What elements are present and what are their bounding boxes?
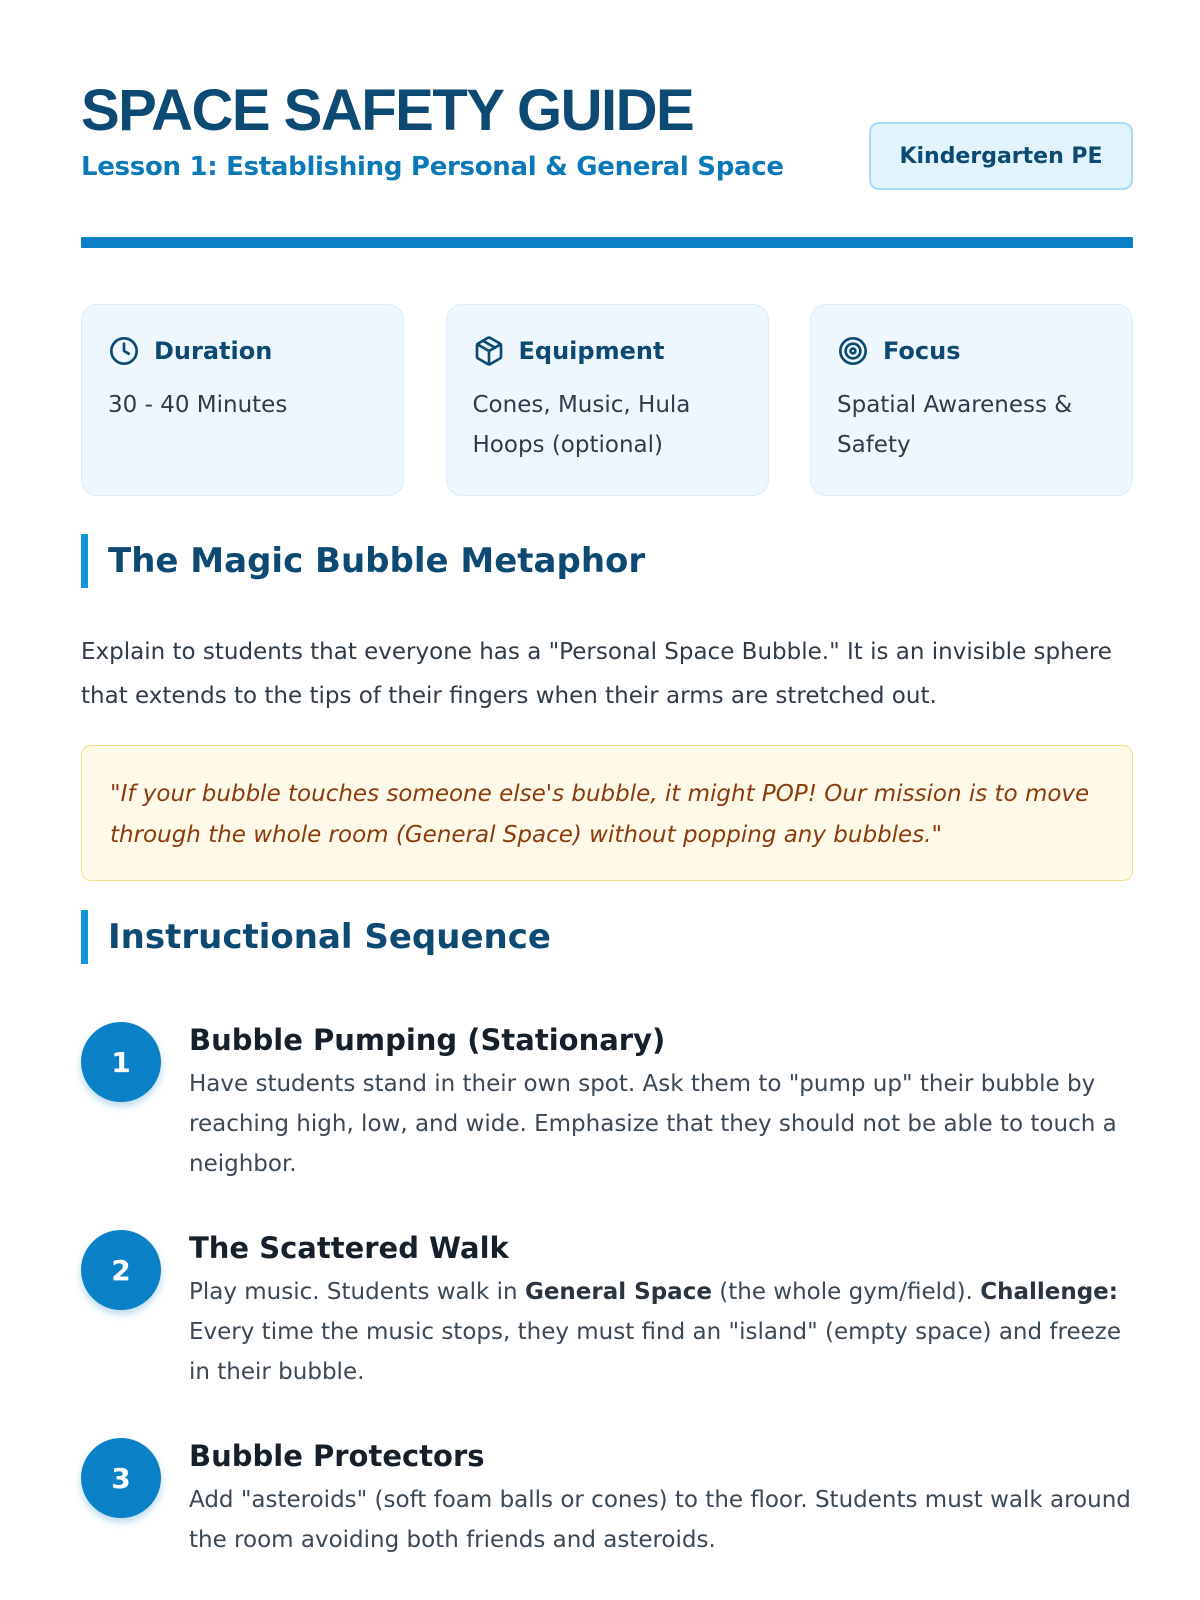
header — [81, 70, 1133, 202]
step-number-badge: 1 — [81, 1022, 161, 1102]
focus-value: Spatial Awareness & Safety — [837, 392, 1073, 458]
metaphor-quote: "If your bubble touches someone else's bubble, it might POP! Our mission is to move through the whole room (General Space) without popping any bubbles." — [81, 745, 1133, 881]
clock-icon — [108, 335, 140, 367]
step-number-badge: 3 — [81, 1438, 161, 1518]
step-title: The Scattered Walk — [189, 1231, 509, 1265]
target-icon — [837, 335, 869, 367]
header-divider — [81, 237, 1133, 248]
lesson-subtitle: Lesson 1: Establishing Personal & General Space — [81, 152, 784, 182]
equipment-value: Cones, Music, Hula Hoops (optional) — [472, 392, 691, 458]
focus-card — [810, 304, 1133, 496]
challenge-label: Challenge: — [980, 1279, 1118, 1305]
metaphor-heading: The Magic Bubble Metaphor — [81, 534, 645, 588]
page-title: SPACE SAFETY GUIDE — [81, 78, 694, 143]
duration-value: 30 - 40 Minutes — [108, 392, 288, 418]
lesson-page — [81, 70, 1133, 1553]
metaphor-intro: Explain to students that everyone has a "Personal Space Bubble." It is an invisible sphere that extends to the tips of their fingers when their arms are stretched out. — [81, 639, 1112, 709]
sequence-heading: Instructional Sequence — [81, 910, 551, 964]
step-description: Add "asteroids" (soft foam balls or cones) to the floor. Students must walk around the room avoiding both friends and asteroids. — [189, 1487, 1131, 1553]
equipment-label: Equipment — [518, 337, 665, 365]
step-title: Bubble Protectors — [189, 1439, 485, 1473]
step-number-badge: 2 — [81, 1230, 161, 1310]
duration-card — [81, 304, 404, 496]
step-description: Play music. Students walk in General Space (the whole gym/field). Challenge: Every time the music stops, they must find an "island" (empty space) and freeze in their bubble. — [189, 1279, 1121, 1385]
box-icon — [473, 335, 505, 367]
focus-label: Focus — [883, 337, 961, 365]
duration-label: Duration — [154, 337, 273, 365]
equipment-card — [446, 304, 769, 496]
general-space-term: General Space — [524, 1279, 712, 1305]
info-cards — [81, 304, 1133, 496]
step-title: Bubble Pumping (Stationary) — [189, 1023, 666, 1057]
grade-badge: Kindergarten PE — [869, 122, 1133, 190]
step-description: Have students stand in their own spot. Ask them to "pump up" their bubble by reaching high, low, and wide. Emphasize that they should not be able to touch a neighbor. — [189, 1071, 1117, 1177]
